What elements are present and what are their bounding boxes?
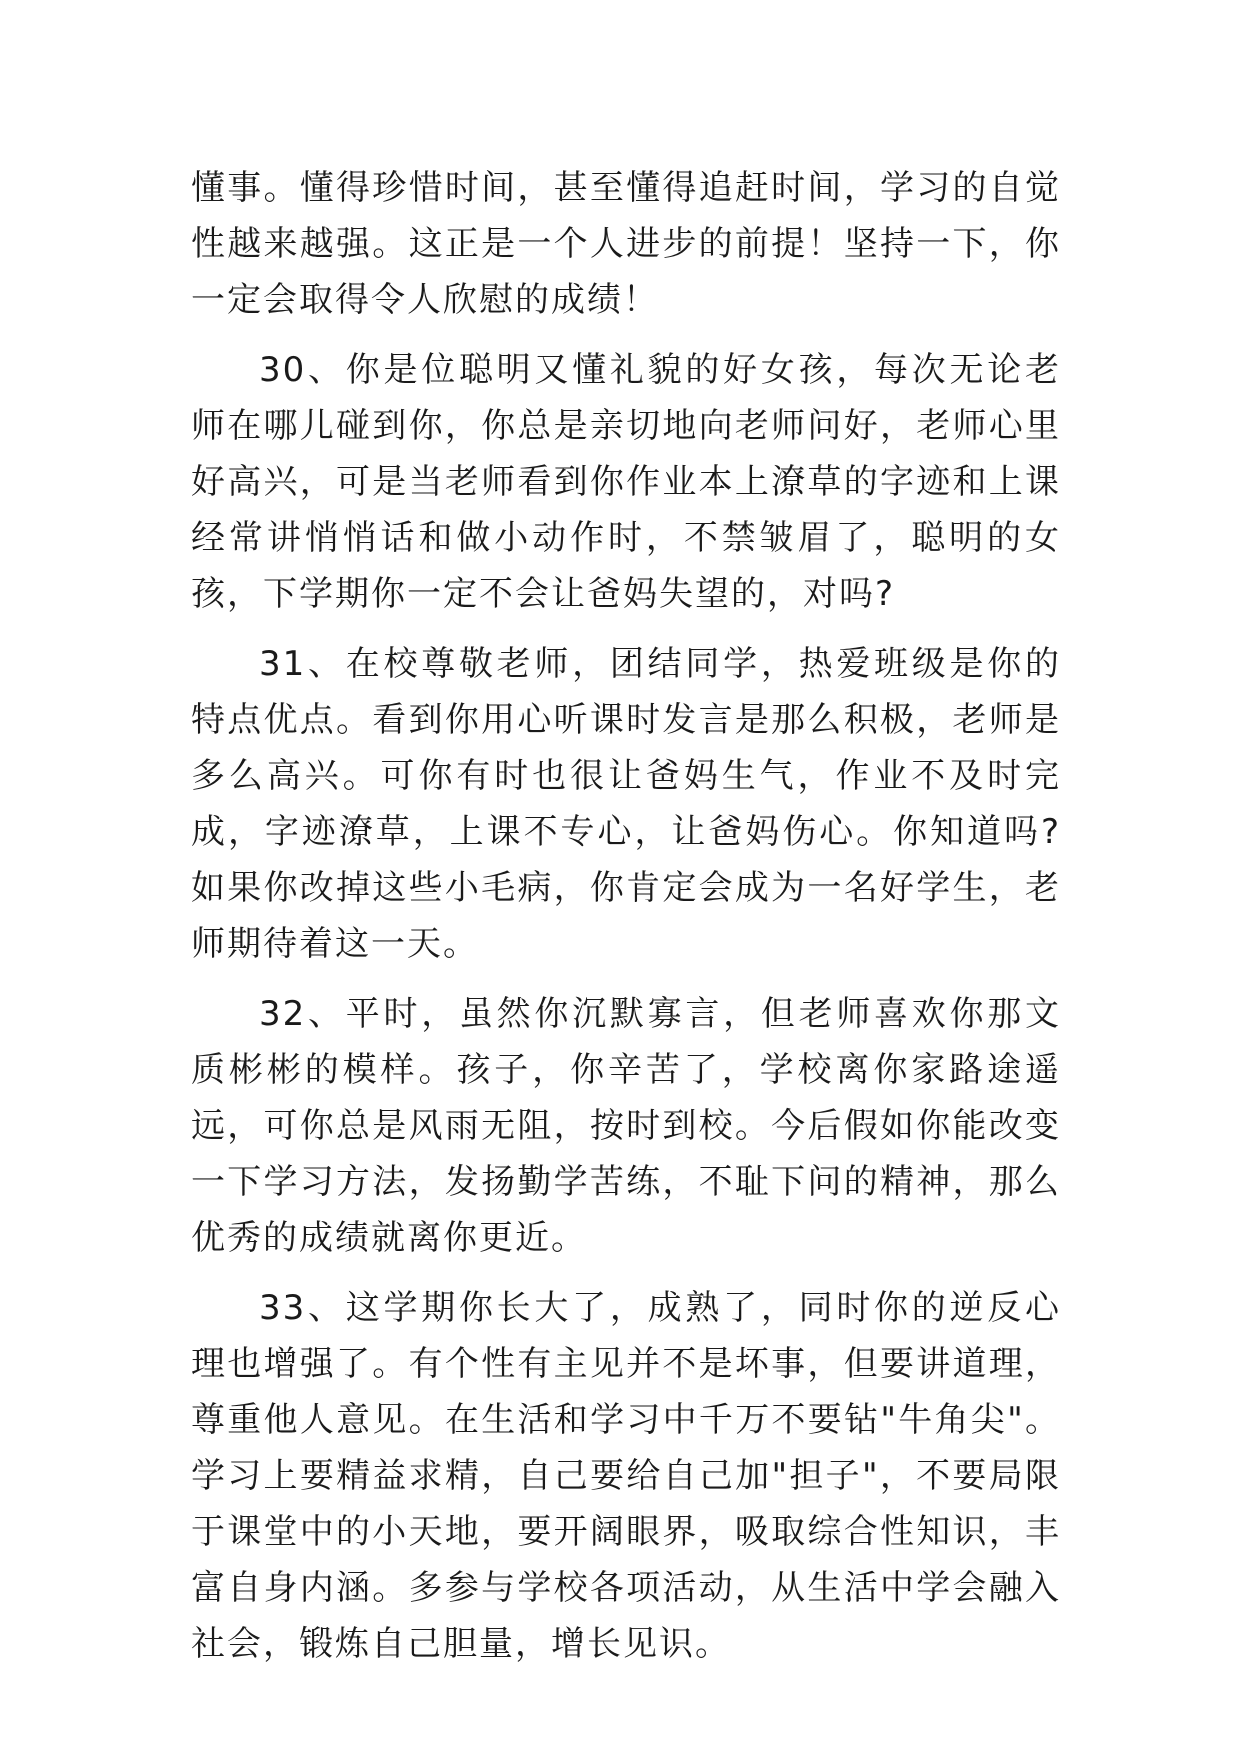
paragraph-continuation: 懂事。懂得珍惜时间，甚至懂得追赶时间，学习的自觉性越来越强。这正是一个人进步的前提！坚持一下，你一定会取得令人欣慰的成绩！ [191, 168, 1061, 320]
paragraph-comment-32: 32、平时，虽然你沉默寡言，但老师喜欢你那文质彬彬的模样。孩子，你辛苦了，学校离你家路途遥远，可你总是风雨无阻，按时到校。今后假如你能改变一下学习方法，发扬勤学苦练，不耻下问的精神，那么优秀的成绩就离你更近。 [191, 994, 1061, 1258]
paragraph-comment-30: 30、你是位聪明又懂礼貌的好女孩，每次无论老师在哪儿碰到你，你总是亲切地向老师问好，老师心里好高兴，可是当老师看到你作业本上潦草的字迹和上课经常讲悄悄话和做小动作时，不禁皱眉了，聪明的女孩，下学期你一定不会让爸妈失望的，对吗? [191, 350, 1061, 614]
paragraph-comment-33: 33、这学期你长大了，成熟了，同时你的逆反心理也增强了。有个性有主见并不是坏事，但要讲道理，尊重他人意见。在生活和学习中千万不要钻"牛角尖"。学习上要精益求精，自己要给自己加"担子"，不要局限于课堂中的小天地，要开阔眼界，吸取综合性知识，丰富自身内涵。多参与学校各项活动，从生活中学会融入社会，锻炼自己胆量，增长见识。 [191, 1288, 1061, 1664]
document-body [191, 160, 1061, 1686]
paragraph-comment-31: 31、在校尊敬老师，团结同学，热爱班级是你的特点优点。看到你用心听课时发言是那么积极，老师是多么高兴。可你有时也很让爸妈生气，作业不及时完成，字迹潦草，上课不专心，让爸妈伤心。你知道吗?如果你改掉这些小毛病，你肯定会成为一名好学生，老师期待着这一天。 [191, 644, 1061, 964]
